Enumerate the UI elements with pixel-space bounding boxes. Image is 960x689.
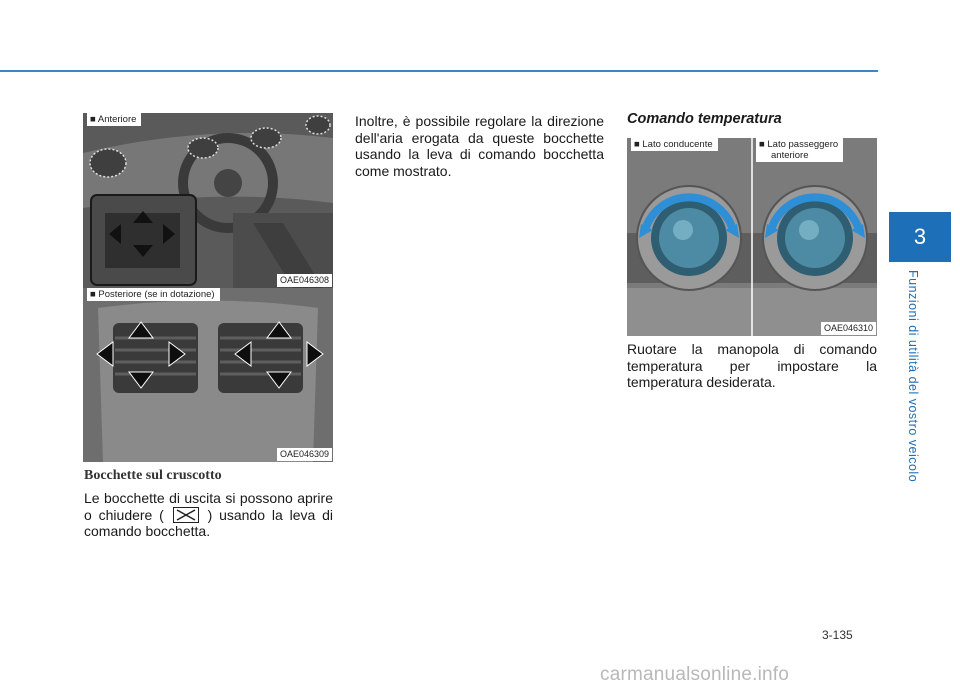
temperature-paragraph: Ruotare la manopola di comando temperatura per impostare la temperatura desiderata. bbox=[627, 341, 877, 390]
figure-rear-label: ■ Posteriore (se in dotazione) bbox=[87, 288, 220, 301]
figure-temp-code: OAE046310 bbox=[821, 322, 876, 335]
temperature-heading: Comando temperatura bbox=[627, 111, 782, 127]
figure-temp-passenger-label bbox=[756, 138, 843, 162]
vents-heading: Bocchette sul cruscotto bbox=[84, 468, 222, 483]
figure-rear-code: OAE046309 bbox=[277, 448, 332, 461]
header-rule bbox=[0, 70, 878, 72]
chapter-number: 3 bbox=[913, 224, 927, 249]
rear-vents-illustration bbox=[83, 288, 333, 462]
passenger-label-line1: ■ Lato passeggero bbox=[759, 139, 839, 150]
figure-front-vents bbox=[83, 113, 333, 288]
vents-text-after: ) usando la leva di comando bocchetta. bbox=[84, 506, 334, 539]
chapter-title: Funzioni di utilità del vostro veicolo bbox=[906, 270, 920, 483]
vents-paragraph bbox=[84, 490, 333, 540]
dashboard-vents-illustration bbox=[83, 113, 333, 288]
figure-temp-driver-label: ■ Lato conducente bbox=[631, 138, 718, 151]
figure-temperature-knobs bbox=[627, 138, 877, 336]
figure-rear-vents bbox=[83, 288, 333, 462]
figure-front-label: ■ Anteriore bbox=[87, 113, 141, 126]
vents-direction-paragraph: Inoltre, è possibile regolare la direzione dell'aria erogata da queste bocchette usando la leva di comando bocchetta come mostrato. bbox=[355, 113, 604, 179]
passenger-label-line2: anteriore bbox=[771, 150, 809, 161]
chapter-number-tab bbox=[889, 212, 951, 262]
temperature-knobs-illustration bbox=[627, 138, 877, 336]
vents-text-before: Le bocchette di uscita si possono aprire o chiudere ( bbox=[84, 490, 333, 523]
figure-front-code: OAE046308 bbox=[277, 274, 332, 287]
page-number: 3-135 bbox=[822, 628, 853, 642]
watermark: carmanualsonline.info bbox=[600, 664, 790, 685]
vent-open-close-icon bbox=[173, 507, 199, 523]
